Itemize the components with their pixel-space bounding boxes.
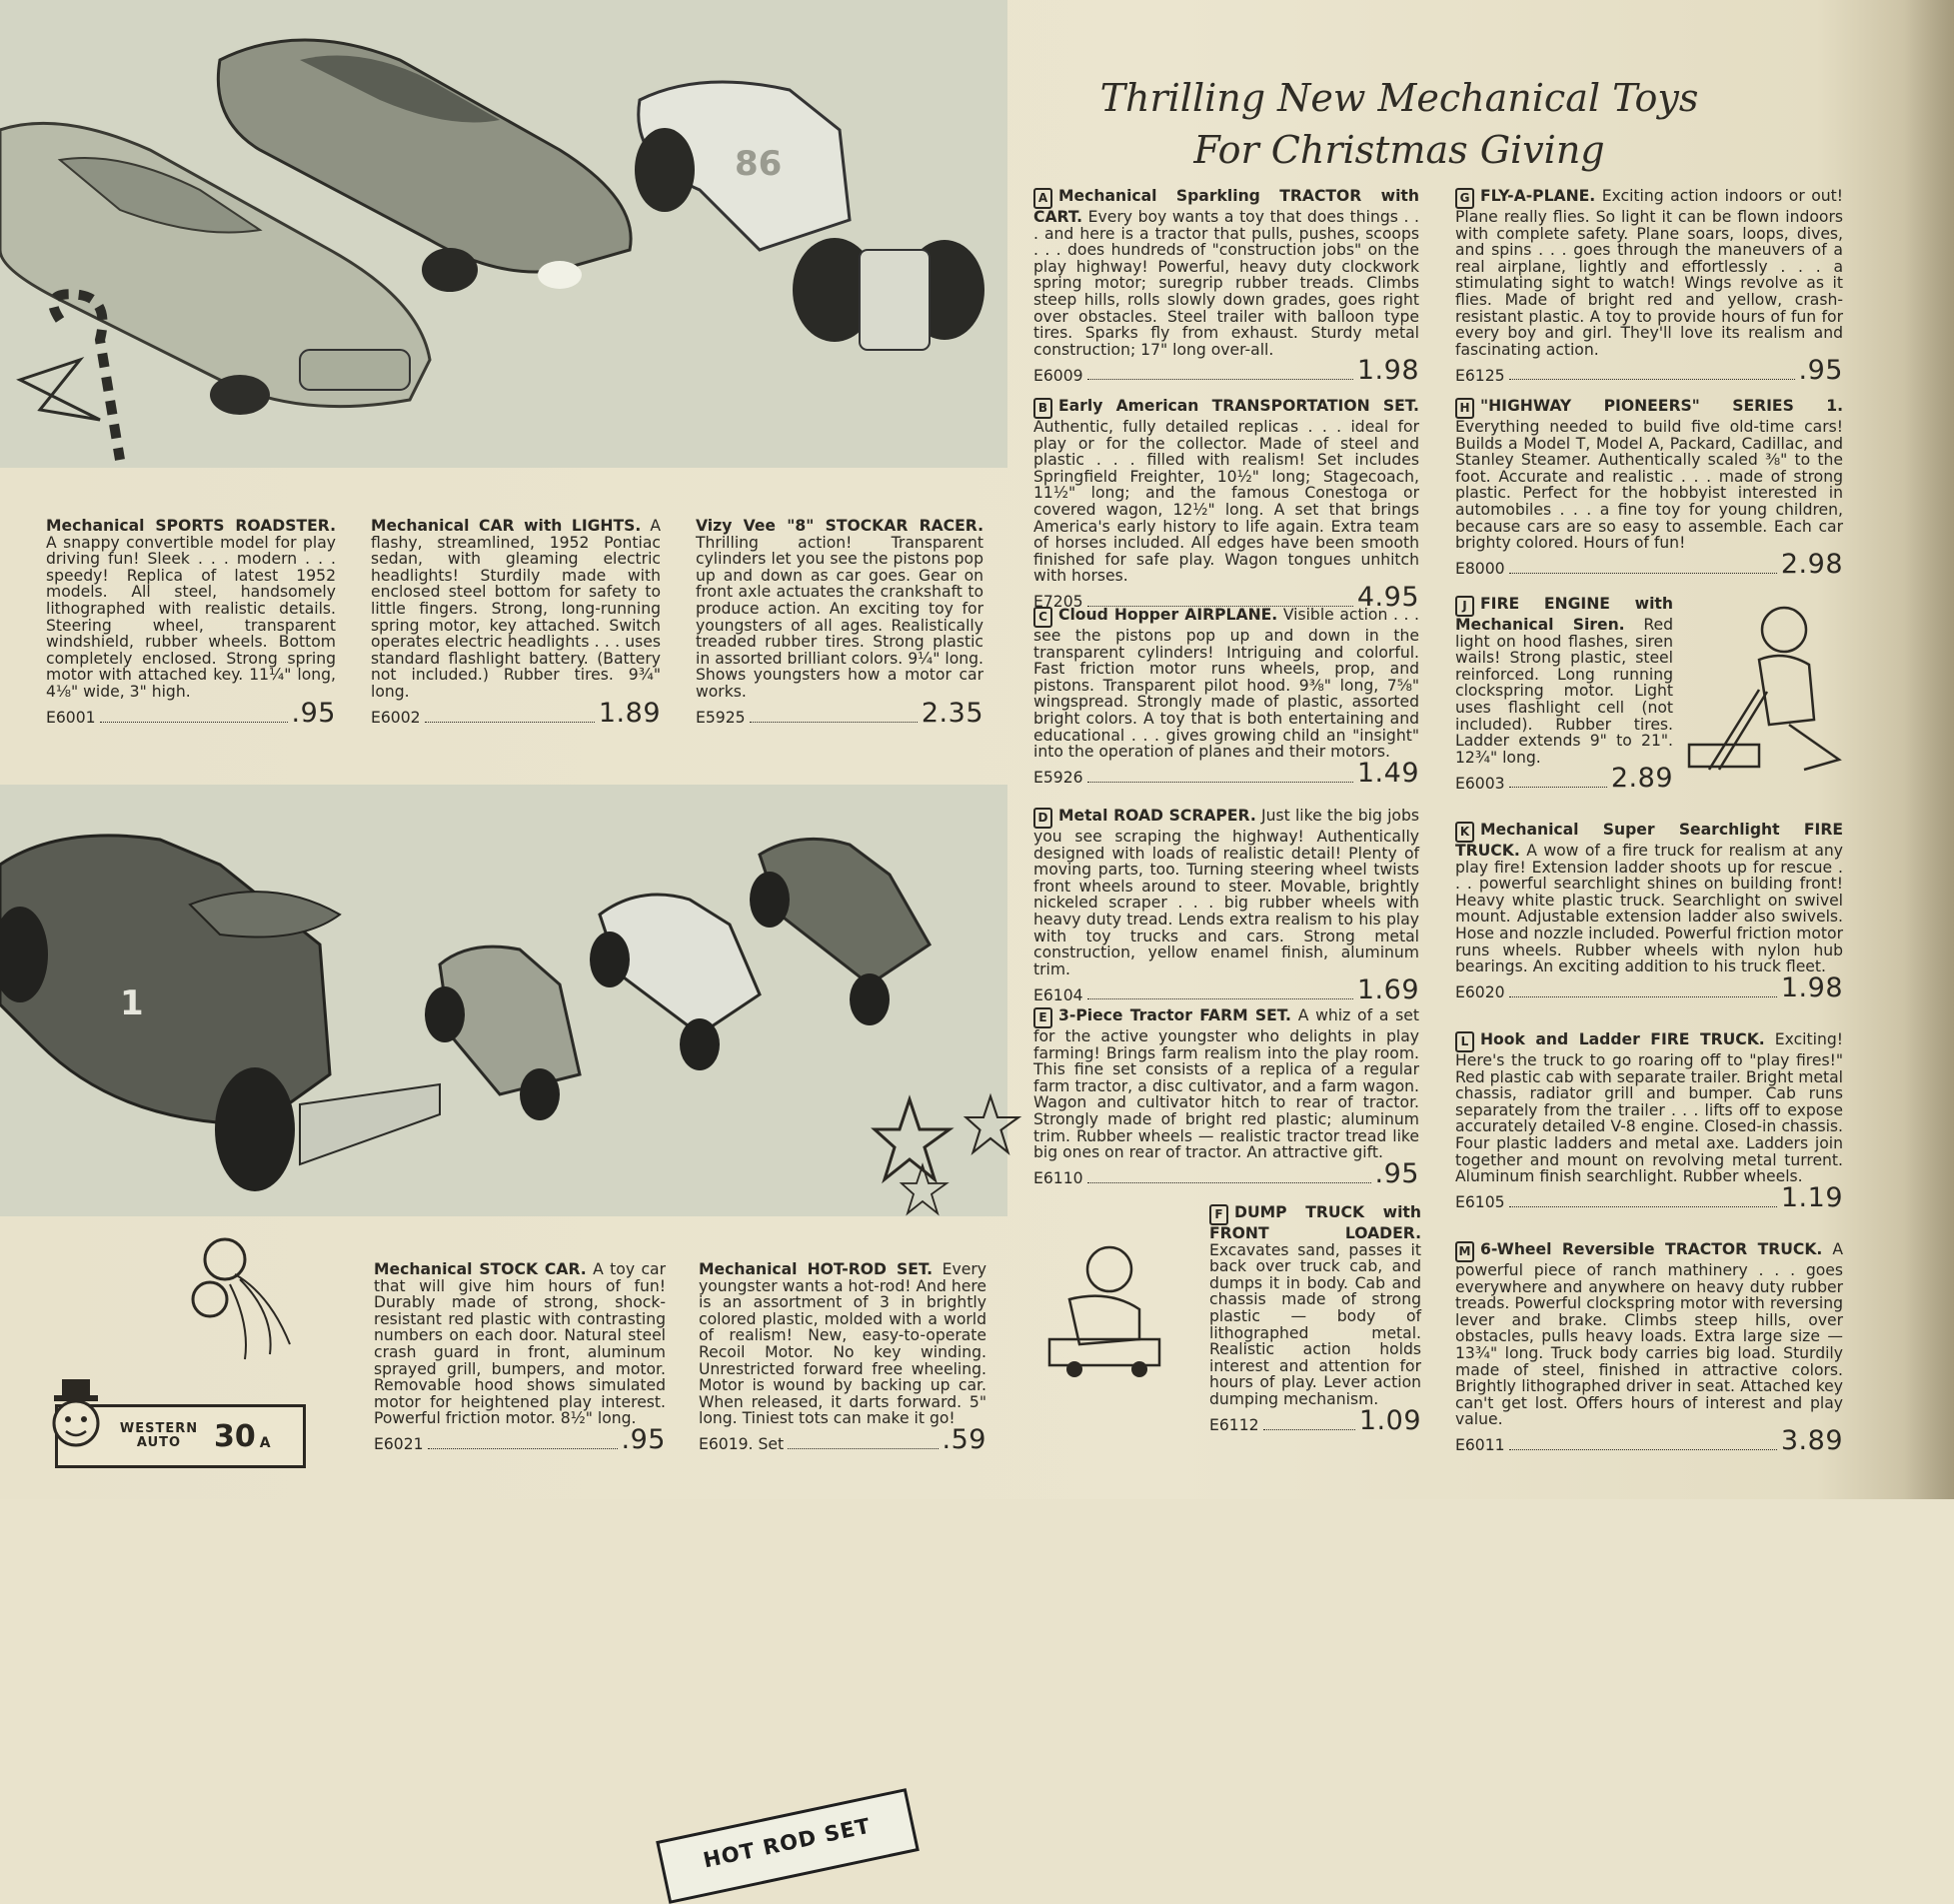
dot-leader <box>1509 379 1795 380</box>
dot-leader <box>100 722 288 723</box>
top-cars-illustration <box>0 0 1007 468</box>
product-heading: Mechanical SPORTS ROADSTER. <box>46 517 336 535</box>
product-description: Authentic, fully detailed replicas . . . ideal for play or for the collector. Made of steel and plastic . . . filled with realism! Set includes Springfield Freighter, 10½" long; Stagecoach, 11½" long; and the famous Conestoga or covered wagon, 12½" long. A set that brings America's early history to life again. Extra team of horses included. All edges have been smooth finished for safe play. Wagon tongues unhitch with horses. <box>1033 418 1419 586</box>
product-heading: FIRE ENGINE with Mechanical Siren. <box>1455 595 1673 634</box>
product-block <box>1033 607 1419 787</box>
product-heading: Mechanical CAR with LIGHTS. <box>371 517 642 535</box>
price-line <box>1455 971 1843 1003</box>
price-line <box>1033 1157 1419 1189</box>
price: 1.19 <box>1780 1181 1843 1213</box>
product-block <box>1455 822 1843 1001</box>
product-block <box>1033 398 1419 611</box>
catalog-number: E6112 <box>1209 1415 1259 1434</box>
catalog-number: E6002 <box>371 708 421 727</box>
catalog-number: E6003 <box>1455 774 1505 793</box>
dot-leader <box>750 722 918 723</box>
product-heading: Mechanical STOCK CAR. <box>374 1260 587 1278</box>
product-block <box>374 1261 666 1453</box>
catalog-number: E5926 <box>1033 769 1083 788</box>
product-description: Just like the big jobs you see scraping the highway! Authentically designed with loads of realistic detail! Plenty of moving parts, too. Turning steering wheel twists front wheels around to steer. Movable, brightly nickeled scraper . . . big rubber wheels with heavy duty tread. Lends extra realism to his play with toy trucks and cars. Strong metal construction, yellow enamel finish, aluminum trim. <box>1033 807 1419 978</box>
product-heading: Vizy Vee "8" STOCKAR RACER. <box>696 517 983 535</box>
product-block <box>699 1261 986 1453</box>
catalog-number: E6011 <box>1455 1436 1505 1455</box>
price-line <box>1455 1181 1843 1213</box>
product-description: A flashy, streamlined, 1952 Pontiac sedan, with gleaming electric headlights! Sturdily made with enclosed steel bottom for safety to little fingers. Strong, long-running spring motor, key attached. Switch operates electric headlights . . . uses standard flashlight battery. (Battery not included.) Rubber tires. 9¾" long. <box>371 517 661 701</box>
product-letter-badge: A <box>1033 188 1052 209</box>
product-description: Red light on hood flashes, siren wails! Strong plastic, steel reinforced. Long running clockspring motor. Light uses flashlight cell (not included). Rubber tires. Ladder extends 9" to 21". 12¾" long. <box>1455 616 1673 767</box>
price-line <box>1455 763 1673 795</box>
product-heading: Mechanical Sparkling TRACTOR with CART. <box>1033 187 1419 226</box>
dot-leader <box>425 722 595 723</box>
page-number: 30 <box>214 1418 256 1454</box>
price: 1.98 <box>1356 355 1419 387</box>
price: .95 <box>1798 355 1843 387</box>
price: .95 <box>291 697 336 729</box>
price-line <box>1033 974 1419 1006</box>
dot-leader <box>1509 1206 1777 1207</box>
product-block <box>1455 187 1843 387</box>
price: 2.98 <box>1780 548 1843 580</box>
dot-leader <box>1509 573 1777 574</box>
boy-dump-truck-illustration <box>1029 1239 1209 1379</box>
catalog-number: E6110 <box>1033 1169 1083 1188</box>
dot-leader <box>1509 1449 1777 1450</box>
price: 3.89 <box>1780 1424 1843 1456</box>
product-letter-badge: C <box>1033 607 1052 628</box>
price-line <box>1033 355 1419 387</box>
western-auto-footer-logo <box>55 1404 306 1468</box>
page-gutter-shadow <box>1904 0 1954 1499</box>
price: .95 <box>1374 1157 1419 1189</box>
catalog-number: E6009 <box>1033 366 1083 385</box>
price: 1.49 <box>1356 757 1419 789</box>
mascot-icon <box>44 1377 108 1457</box>
product-block <box>1455 1241 1843 1454</box>
hotrod-illustration <box>0 785 1007 1216</box>
dot-leader <box>1087 1182 1371 1183</box>
page-suffix: A <box>259 1435 271 1451</box>
product-description: A snappy convertible model for play driving fun! Sleek . . . modern . . . speedy! Replica of latest 1952 models. All steel, handsomely lithographed with realistic details. Steering wheel, transparent windshield, rubber wheels. Bottom completely enclosed. Strong spring motor with attached key. 11¼" long, 4⅛" wide, 3" high. <box>46 533 336 701</box>
product-description: Excavates sand, passes it back over truck cab, and dumps it in body. Cab and chassis made of strong plastic — body of lithographed metal. Realistic action holds interest and attention for hours of play. Lever action dumping mechanism. <box>1209 1240 1421 1408</box>
price: 4.95 <box>1356 581 1419 613</box>
product-block <box>1455 398 1843 578</box>
product-heading: Mechanical HOT-ROD SET. <box>699 1260 934 1278</box>
product-block <box>1033 807 1419 1006</box>
product-description: Every boy wants a toy that does things . . . and here is a tractor that pulls, pushes, scoops . . . does hundreds of "construction jobs" on the play highway! Powerful, heavy duty clockwork spring motor; suregrip rubber treads. Climbs steep hills, rolls slowly down grades, goes right over obstacles. Steel trailer with balloon type tires. Sparks fly from exhaust. Sturdy metal construction; 17" long over-all. <box>1033 208 1419 359</box>
product-description: Everything needed to build five old-time cars! Builds a Model T, Model A, Packard, Cadillac, and Stanley Steamer. Authentically scaled ⅜" to the foot. Accurate and realistic . . . made of strong plastic. Perfect for the hobbyist interested in automobiles . . . a fine toy for young children, because cars are so easy to assemble. Each car brighty colored. Hours of fun! <box>1455 418 1843 553</box>
product-letter-badge: E <box>1033 1007 1052 1028</box>
product-heading: Cloud Hopper AIRPLANE. <box>1058 606 1278 624</box>
product-heading: 3-Piece Tractor FARM SET. <box>1058 1006 1291 1024</box>
ornament-decoration <box>160 1224 300 1364</box>
product-block <box>46 518 336 727</box>
product-letter-badge: H <box>1455 398 1474 419</box>
price-line <box>1455 355 1843 387</box>
dot-leader <box>1509 996 1777 997</box>
catalog-number: E6104 <box>1033 985 1083 1004</box>
top-photo <box>0 0 1007 468</box>
product-description: Exciting action indoors or out! Plane really flies. So light it can be flown indoors with complete safety. Plane soars, loops, dives, and spins . . . goes through the maneuvers of a real airplane, lightly and effortlessly . . . a stimulating sight to watch! Wings revolve as it flies. Made of bright red and yellow, crash-resistant plastic. A toy to provide hours of fun for every boy and girl. They'll love its realism and fascinating action. <box>1455 187 1843 359</box>
product-letter-badge: G <box>1455 188 1474 209</box>
product-description: Thrilling action! Transparent cylinders let you see the pistons pop up and down as car goes. Gear on front axle actuates the crankshaft to produce action. An exciting toy for youngsters of all ages. Realistically treaded rubber tires. Strong plastic in assorted brilliant colors. 9¼" long. Shows youngsters how a motor car works. <box>696 533 983 701</box>
product-heading: DUMP TRUCK with FRONT LOADER. <box>1209 1203 1421 1242</box>
dot-leader <box>1087 998 1353 999</box>
product-description: Every youngster wants a hot-rod! And here is an assortment of 3 in brightly colored plastic, molded with a world of realism! New, easy-to-operate Recoil Motor. No key winding. Unrestricted forward free wheeling. Motor is wound by backing up car. When released, it darts forward. 5" long. Tiniest tots can make it go! <box>699 1260 986 1428</box>
svg-text:86: 86 <box>735 144 783 184</box>
catalog-number: E6105 <box>1455 1193 1505 1212</box>
catalog-number: E6001 <box>46 708 96 727</box>
catalog-number: E6020 <box>1455 983 1505 1002</box>
product-letter-badge: L <box>1455 1031 1474 1052</box>
catalog-number: E7205 <box>1033 593 1083 612</box>
price-line <box>46 697 336 729</box>
dot-leader <box>1509 787 1607 788</box>
price-line <box>371 697 661 729</box>
product-heading: Early American TRANSPORTATION SET. <box>1058 397 1419 415</box>
dot-leader <box>1087 782 1353 783</box>
dot-leader <box>1263 1429 1355 1430</box>
catalog-number: E6019. Set <box>699 1435 785 1454</box>
price-line <box>1455 1424 1843 1456</box>
product-letter-badge: K <box>1455 822 1474 843</box>
price: 2.35 <box>921 697 983 729</box>
title-line-2: For Christmas Giving <box>1193 128 1605 172</box>
catalog-number: E6021 <box>374 1435 424 1454</box>
product-block <box>1033 1007 1419 1187</box>
price-line <box>1455 548 1843 580</box>
dot-leader <box>788 1448 938 1449</box>
price-line <box>1209 1404 1421 1436</box>
product-description: A powerful piece of ranch mathinery . . . goes everywhere and anywhere on heavy duty rubber treads. Powerful clockspring motor with reversing lever and brake. Climbs steep hills, over obstacles, pulls heavy loads. Extra large size — 13¾" long. Truck body carries big load. Sturdily made of steel, finished in attractive colors. Brightly lithographed driver in seat. Attached key can't get lost. Offers hours of interest and play value. <box>1455 1240 1843 1429</box>
product-block <box>1209 1204 1421 1434</box>
title-line-1: Thrilling New Mechanical Toys <box>1099 76 1699 120</box>
price-line <box>696 697 983 729</box>
product-letter-badge: J <box>1455 596 1474 617</box>
hot-rod-sign: HOT ROD SET <box>656 1788 920 1904</box>
price-line <box>699 1423 986 1455</box>
product-heading: 6-Wheel Reversible TRACTOR TRUCK. <box>1480 1240 1823 1258</box>
product-letter-badge: F <box>1209 1204 1228 1225</box>
product-block <box>1455 595 1673 795</box>
product-description: A toy car that will give him hours of fun! Durably made of strong, shock-resistant red plastic with contrasting numbers on each door. Natural steel crash guard in front, aluminum sprayed grill, bumpers, and motor. Removable hood shows simulated motor for heightened play interest. Powerful friction motor. 8½" long. <box>374 1260 666 1428</box>
product-letter-badge: B <box>1033 398 1052 419</box>
product-block <box>371 518 661 727</box>
price: 2.89 <box>1610 763 1673 795</box>
svg-text:1: 1 <box>120 983 144 1023</box>
product-block <box>1033 187 1419 387</box>
dot-leader <box>1087 379 1353 380</box>
dot-leader <box>428 1448 618 1449</box>
price: 1.09 <box>1358 1404 1421 1436</box>
product-heading: Metal ROAD SCRAPER. <box>1058 807 1256 825</box>
product-heading: "HIGHWAY PIONEERS" SERIES 1. <box>1480 397 1843 415</box>
price: .95 <box>621 1423 666 1455</box>
price-line <box>1033 757 1419 789</box>
price: 1.69 <box>1356 974 1419 1006</box>
price: 1.98 <box>1780 971 1843 1003</box>
price-line <box>374 1423 666 1455</box>
product-heading: Hook and Ladder FIRE TRUCK. <box>1480 1030 1765 1048</box>
product-letter-badge: M <box>1455 1241 1474 1262</box>
catalog-number: E8000 <box>1455 560 1505 579</box>
product-heading: FLY-A-PLANE. <box>1480 187 1596 205</box>
page-title <box>1079 72 1719 176</box>
product-description: Visible action . . . see the pistons pop up and down in the transparent cylinders! Intriguing and colorful. Fast friction motor runs wheels, prop, and pistons. Transparent pilot hood. 9⅜" long, 7⅝" wingspread. Strongly made of plastic, assorted bright colors. A toy that is both entertaining and educational . . . gives growing child an "insight" into the operation of planes and their motors. <box>1033 606 1420 762</box>
product-block <box>696 518 983 727</box>
product-description: A whiz of a set for the active youngster who delights in play farming! Brings farm realism into the play room. This fine set consists of a replica of a regular farm tractor, a disc cultivator, and a farm wagon. Wagon and cultivator hitch to rear of tractor. Strongly made of bright red plastic; aluminum trim. Rubber wheels — realistic tractor tread like big ones on rear of tractor. An attractive gift. <box>1033 1006 1419 1162</box>
product-description: Exciting! Here's the truck to go roaring off to "play fires!" Red plastic cab with separate trailer. Bright metal chassis, radiator grill and bumper. Cab runs separately from the trailer . . . lifts off to expose accurately detailed V-8 engine. Closed-in chassis. Four plastic ladders and metal axe. Ladders join together and mount on revolving metal turrent. Aluminum finish searchlight. Rubber wheels. <box>1455 1030 1843 1186</box>
product-heading: Mechanical Super Searchlight FIRE TRUCK. <box>1455 821 1843 860</box>
price: .59 <box>942 1423 986 1455</box>
product-description: A wow of a fire truck for realism at any play fire! Extension ladder shoots up for rescue . . . powerful searchlight shines on building front! Heavy white plastic truck. Searchlight on swivel mount. Adjustable extension ladder also swivels. Hose and nozzle included. Powerful friction motor runs wheels. Rubber wheels with nylon hub bearings. An exciting addition to his truck fleet. <box>1455 842 1843 976</box>
catalog-number: E6125 <box>1455 366 1505 385</box>
product-block <box>1455 1031 1843 1211</box>
product-letter-badge: D <box>1033 808 1052 829</box>
catalog-number: E5925 <box>696 708 746 727</box>
star-decoration <box>860 1079 1009 1229</box>
boy-fire-engine-illustration <box>1689 600 1849 780</box>
price: 1.89 <box>598 697 661 729</box>
brand-name: WESTERN AUTO <box>119 1421 199 1450</box>
